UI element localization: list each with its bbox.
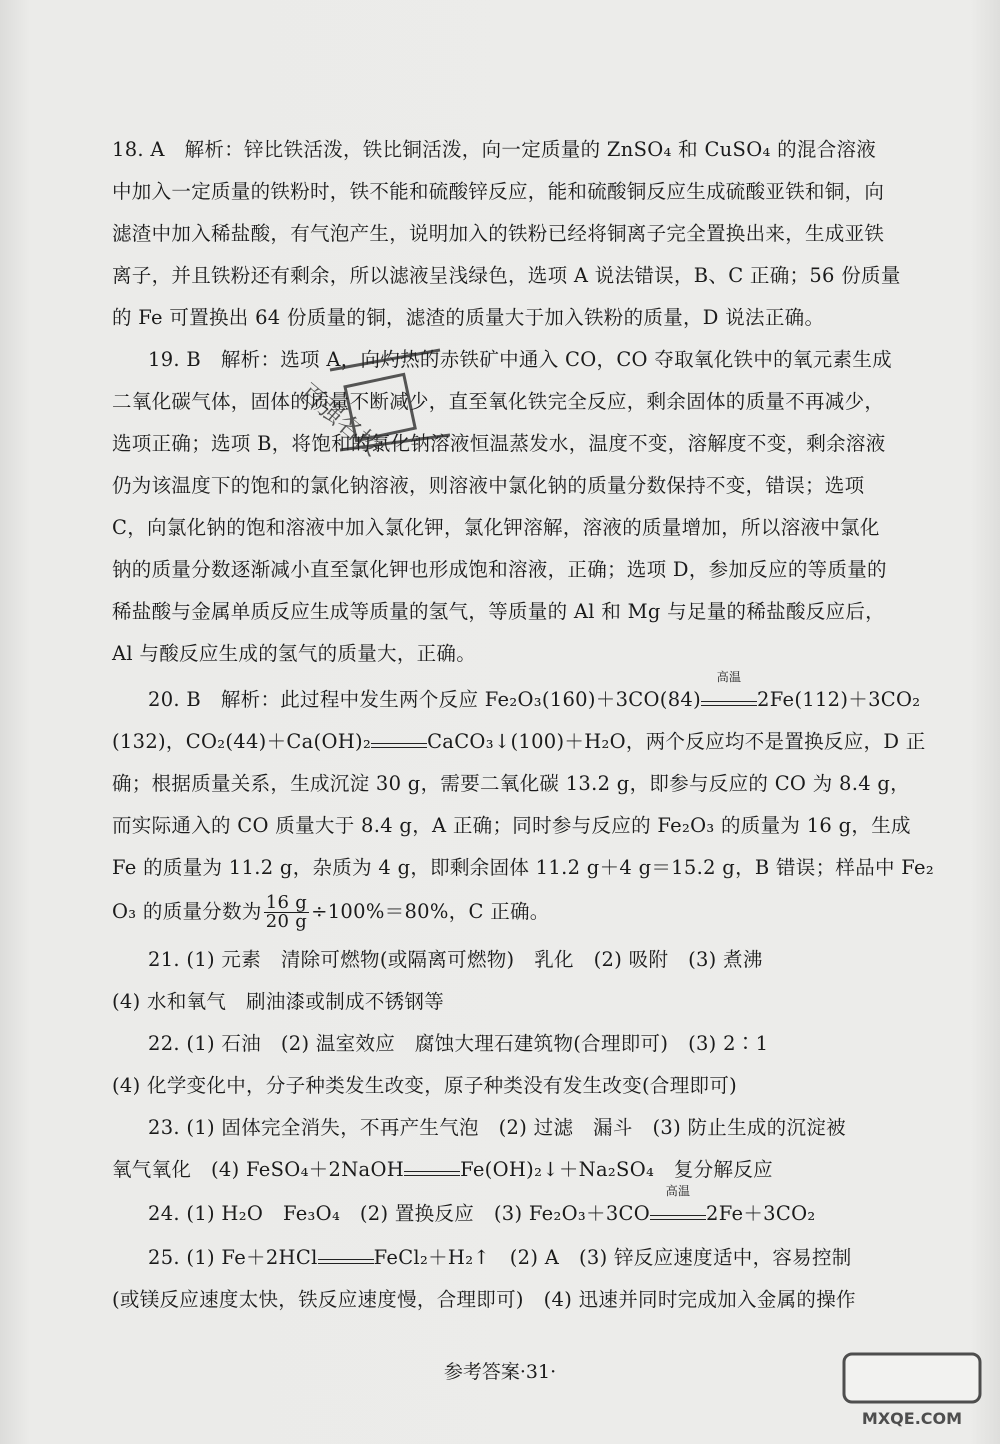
equals-sign <box>318 1241 374 1264</box>
equation-part: 25. (1) Fe＋2HCl <box>148 1246 318 1269</box>
answer-25-line-1 <box>148 1238 902 1278</box>
equation-part: 氧气氧化 (4) FeSO₄＋2NaOH <box>112 1158 405 1181</box>
answer-20-line-6 <box>112 892 902 932</box>
text-part: ÷100%＝80%，C 正确。 <box>311 900 550 923</box>
answer-20-line-2 <box>112 722 926 762</box>
answer-19-line-4: 仍为该温度下的饱和的氯化钠溶液，则溶液中氯化钠的质量分数保持不变，错误；选项 <box>112 474 865 497</box>
condition-label: 高温 <box>716 670 742 684</box>
answer-20-line-1 <box>148 670 921 720</box>
answer-18-line-3: 滤渣中加入稀盐酸，有气泡产生，说明加入的铁粉已经将铜离子完全置换出来，生成亚铁 <box>112 222 885 245</box>
answer-19-line-3: 选项正确；选项 B，将饱和的氯化钠溶液恒温蒸发水，温度不变，溶解度不变，剩余溶液 <box>112 432 886 455</box>
fraction-numerator: 16 g <box>265 892 308 913</box>
answer-19-line-6: 钠的质量分数逐渐减小直至氯化钾也形成饱和溶液，正确；选项 D，参加反应的等质量的 <box>112 558 887 581</box>
answer-20-line-4: 而实际通入的 CO 质量大于 8.4 g，A 正确；同时参与反应的 Fe₂O₃ 的质量为 16 g，生成 <box>112 814 911 837</box>
equation-part: FeCl₂＋H₂↑ (2) A (3) 锌反应速度适中，容易控制 <box>373 1246 852 1269</box>
equals-sign <box>371 725 427 748</box>
answer-21-line-2: (4) 水和氧气 刷油漆或制成不锈钢等 <box>112 990 445 1013</box>
answer-18-line-5: 的 Fe 可置换出 64 份质量的铜，滤渣的质量大于加入铁粉的质量，D 说法正确。 <box>112 306 825 329</box>
answer-21-line-1: 21. (1) 元素 清除可燃物(或隔离可燃物) 乳化 (2) 吸附 (3) 煮沸 <box>148 948 763 971</box>
answer-19-line-8: Al 与酸反应生成的氢气的质量大，正确。 <box>112 642 477 665</box>
equation-part: (132)，CO₂(44)＋Ca(OH)₂ <box>112 730 372 753</box>
reaction-condition <box>650 1184 706 1220</box>
condition-label: 高温 <box>665 1184 691 1198</box>
stamp-text: 百强名校 <box>294 377 386 462</box>
answer-18-line-4: 离子，并且铁粉还有剩余，所以滤液呈浅绿色，选项 A 说法错误，B、C 正确；56 份质量 <box>112 264 901 287</box>
answer-18-line-1: 18. A 解析：锌比铁活泼，铁比铜活泼，向一定质量的 ZnSO₄ 和 CuSO₄ 的混合溶液 <box>112 138 877 161</box>
answer-19-line-7: 稀盐酸与金属单质反应生成等质量的氢气，等质量的 Al 和 Mg 与足量的稀盐酸反应后， <box>112 600 885 623</box>
equation-part: CaCO₃↓(100)＋H₂O，两个反应均不是置换反应，D 正 <box>427 730 926 753</box>
equation-part: 2Fe(112)＋3CO₂ <box>757 688 921 711</box>
equation-part: 2Fe＋3CO₂ <box>706 1202 816 1225</box>
answer-22-line-2: (4) 化学变化中，分子种类发生改变，原子种类没有发生改变(合理即可) <box>112 1074 738 1097</box>
equals-sign <box>404 1153 460 1176</box>
equation-part: Fe(OH)₂↓＋Na₂SO₄ 复分解反应 <box>460 1158 773 1181</box>
answer-19-line-1: 19. B 解析：选项 A，向灼热的赤铁矿中通入 CO，CO 夺取氧化铁中的氧元素生成 <box>148 348 892 371</box>
answer-20-line-3: 确；根据质量关系，生成沉淀 30 g，需要二氧化碳 13.2 g，即参与反应的 CO 为 8.4 g， <box>112 772 910 795</box>
fraction-denominator: 20 g <box>265 911 308 932</box>
fraction <box>264 894 309 931</box>
site-logo-icon <box>842 1350 982 1430</box>
answer-18-line-2: 中加入一定质量的铁粉时，铁不能和硫酸锌反应，能和硫酸铜反应生成硫酸亚铁和铜，向 <box>112 180 885 203</box>
equation-part: 24. (1) H₂O Fe₃O₄ (2) 置换反应 (3) Fe₂O₃＋3CO <box>148 1202 651 1225</box>
stamp-watermark-icon <box>290 340 460 490</box>
answer-24-line-1 <box>148 1184 902 1234</box>
page-footer: 参考答案·31· <box>443 1361 557 1383</box>
answer-22-line-1: 22. (1) 石油 (2) 温室效应 腐蚀大理石建筑物(合理即可) (3) 2∶1 <box>148 1032 769 1055</box>
logo-text: MXQE.COM <box>861 1409 963 1428</box>
equation-part: 20. B 解析：此过程中发生两个反应 Fe₂O₃(160)＋3CO(84) <box>148 688 702 711</box>
answer-23-line-2 <box>112 1150 902 1190</box>
reaction-condition <box>701 670 757 706</box>
answer-20-line-5: Fe 的质量为 11.2 g，杂质为 4 g，即剩余固体 11.2 g＋4 g＝15.2 g，B 错误；样品中 Fe₂ <box>112 856 935 879</box>
answer-25-line-2: (或镁反应速度太快，铁反应速度慢，合理即可) (4) 迅速并同时完成加入金属的操作 <box>112 1288 856 1311</box>
answer-19-line-5: C，向氯化钠的饱和溶液中加入氯化钾，氯化钾溶解，溶液的质量增加，所以溶液中氯化 <box>112 516 880 539</box>
text-part: O₃ 的质量分数为 <box>112 900 262 923</box>
answer-23-line-1: 23. (1) 固体完全消失，不再产生气泡 (2) 过滤 漏斗 (3) 防止生成的沉淀被 <box>148 1116 846 1139</box>
answer-19-line-2: 二氧化碳气体，固体的质量不断减少，直至氧化铁完全反应，剩余固体的质量不再减少， <box>112 390 885 413</box>
